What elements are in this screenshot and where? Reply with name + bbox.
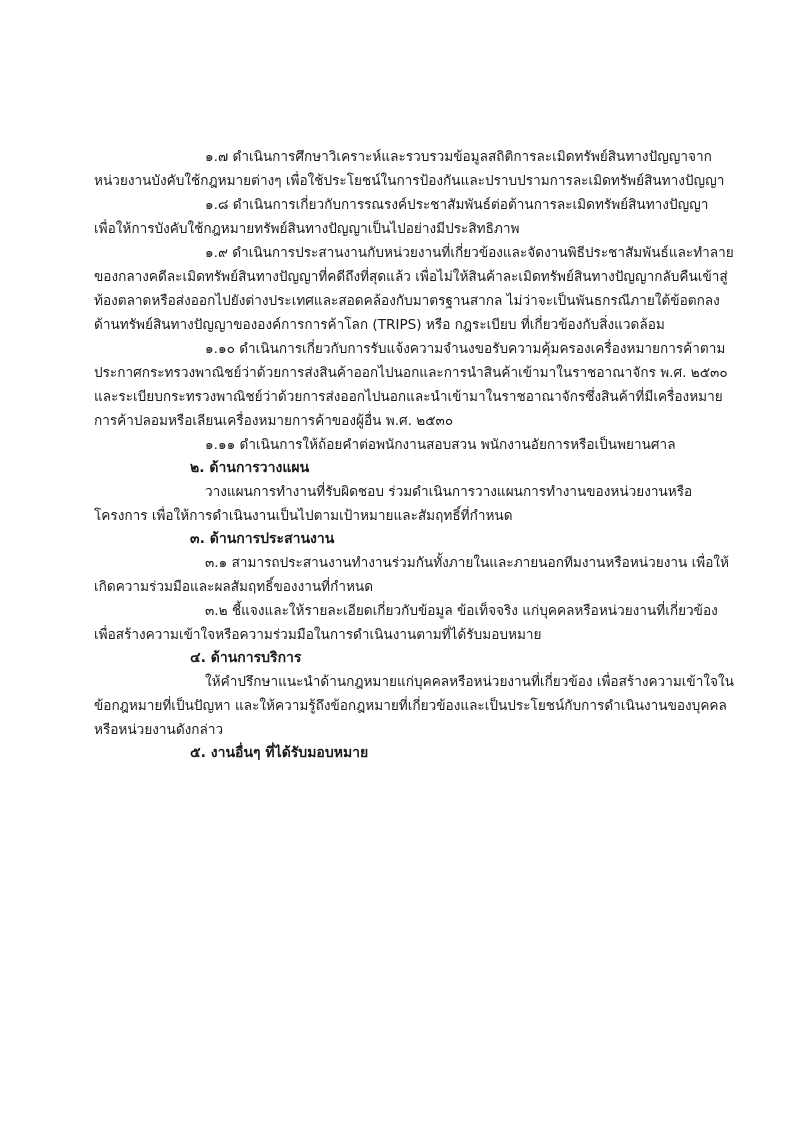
text-line-3: ๑.๘ ดำเนินการเกี่ยวกับการรณรงค์ประชาสัมพันธ์ต่อต้านการละเมิดทรัพย์สินทางปัญญา xyxy=(205,197,709,213)
text-line-7: ท้องตลาดหรือส่งออกไปยังต่างประเทศและสอดคล้องกับมาตรฐานสากล ไม่ว่าจะเป็นพันธกรณีภายใต้ข้อตกลง xyxy=(94,293,720,309)
text-line-19: เกิดความร่วมมือและผลสัมฤทธิ์ของงานที่กำหนด xyxy=(94,579,374,595)
text-line-4: เพื่อให้การบังคับใช้กฎหมายทรัพย์สินทางปัญญาเป็นไปอย่างมีประสิทธิภาพ xyxy=(94,221,520,237)
text-line-8: ด้านทรัพย์สินทางปัญญาขององค์การการค้าโลก (TRIPS) หรือ กฎระเบียบ ที่เกี่ยวข้องกับสิ่งแวดล้อม xyxy=(94,317,665,333)
text-line-12: การค้าปลอมหรือเลียนเครื่องหมายการค้าของผู้อื่น พ.ศ. ๒๕๓๐ xyxy=(94,413,454,429)
text-line-21: เพื่อสร้างความเข้าใจหรือความร่วมมือในการดำเนินงานตามที่ได้รับมอบหมาย xyxy=(94,627,542,643)
text-line-5: ๑.๙ ดำเนินการประสานงานกับหน่วยงานที่เกี่ยวข้องและจัดงานพิธีประชาสัมพันธ์และทำลาย xyxy=(205,245,734,261)
text-line-23: ให้คำปรึกษาแนะนำด้านกฎหมายแก่บุคคลหรือหน่วยงานที่เกี่ยวข้อง เพื่อสร้างความเข้าใจใน xyxy=(205,674,734,690)
text-line-2: หน่วยงานบังคับใช้กฎหมายต่างๆ เพื่อใช้ประโยชน์ในการป้องกันและปราบปรามการละเมิดทรัพย์สินทางปัญญา xyxy=(94,173,725,189)
section-heading-planning: ๒. ด้านการวางแผน xyxy=(190,460,310,476)
text-line-25: หรือหน่วยงานดังกล่าว xyxy=(94,722,224,738)
text-line-6: ของกลางคดีละเมิดทรัพย์สินทางปัญญาที่คดีถึงที่สุดแล้ว เพื่อไม่ให้สินค้าละเมิดทรัพย์สินทางปัญญากลับคืนเข้าสู่ xyxy=(94,269,728,285)
section-heading-other-duties: ๕. งานอื่นๆ ที่ได้รับมอบหมาย xyxy=(190,745,369,761)
text-line-15: วางแผนการทำงานที่รับผิดชอบ ร่วมดำเนินการวางแผนการทำงานของหน่วยงานหรือ xyxy=(205,484,693,500)
text-line-18: ๓.๑ สามารถประสานงานทำงานร่วมกันทั้งภายในและภายนอกทีมงานหรือหน่วยงาน เพื่อให้ xyxy=(205,555,729,571)
text-line-1: ๑.๗ ดำเนินการศึกษาวิเคราะห์และรวบรวมข้อมูลสถิติการละเมิดทรัพย์สินทางปัญญาจาก xyxy=(205,149,712,165)
text-line-20: ๓.๒ ชี้แจงและให้รายละเอียดเกี่ยวกับข้อมูล ข้อเท็จจริง แก่บุคคลหรือหน่วยงานที่เกี่ยวข้อง xyxy=(205,603,718,619)
text-line-24: ข้อกฎหมายที่เป็นปัญหา และให้ความรู้ถึงข้อกฎหมายที่เกี่ยวข้องและเป็นประโยชน์กับการดำเนินงานของบุคคล xyxy=(94,698,727,714)
text-line-11: และระเบียบกระทรวงพาณิชย์ว่าด้วยการส่งออกไปนอกและนำเข้ามาในราชอาณาจักรซึ่งสินค้าที่มีเครื่องหมาย xyxy=(94,389,723,405)
section-heading-service: ๔. ด้านการบริการ xyxy=(190,650,302,666)
section-heading-coordination: ๓. ด้านการประสานงาน xyxy=(190,531,335,547)
text-line-16: โครงการ เพื่อให้การดำเนินงานเป็นไปตามเป้าหมายและสัมฤทธิ์ที่กำหนด xyxy=(94,508,513,524)
text-line-10: ประกาศกระทรวงพาณิชย์ว่าด้วยการส่งสินค้าออกไปนอกและการนำสินค้าเข้ามาในราชอาณาจักร พ.ศ. ๒๕๓๐ xyxy=(94,365,728,381)
text-line-13: ๑.๑๑ ดำเนินการให้ถ้อยคำต่อพนักงานสอบสวน พนักงานอัยการหรือเป็นพยานศาล xyxy=(205,437,676,453)
text-line-9: ๑.๑๐ ดำเนินการเกี่ยวกับการรับแจ้งความจำนงขอรับความคุ้มครองเครื่องหมายการค้าตาม xyxy=(205,341,726,357)
